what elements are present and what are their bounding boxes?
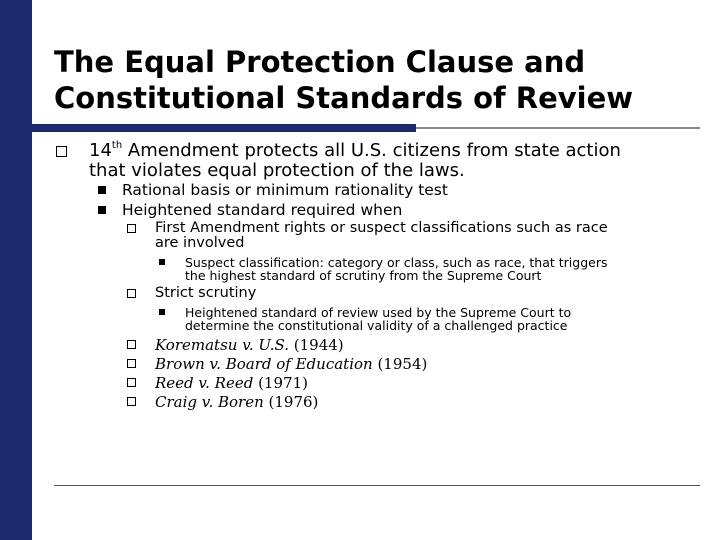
- amendment-number: 14: [89, 140, 112, 161]
- left-accent-bar: [0, 0, 32, 540]
- case-craig: [155, 393, 318, 411]
- amendment-ordinal: th: [111, 140, 123, 151]
- case-year: (1944): [288, 336, 344, 354]
- case-korematsu: [155, 336, 344, 354]
- strict-def-line2: determine the constitutional validity of a challenged practice: [185, 318, 568, 333]
- first-amendment-line1: First Amendment rights or suspect classifications such as race: [155, 220, 608, 236]
- case-reed: [155, 374, 308, 392]
- solid-square-bullet-icon: [98, 186, 106, 194]
- title-line-2: Constitutional Standards of Review: [54, 81, 634, 115]
- first-amendment-item: [155, 221, 608, 251]
- suspect-line1: Suspect classification: category or class, such as race, that triggers: [185, 255, 608, 270]
- title-line-1: The Equal Protection Clause and: [54, 45, 586, 79]
- solid-square-bullet-icon: [159, 259, 165, 265]
- solid-square-bullet-icon: [159, 309, 165, 315]
- bottom-rule: [54, 485, 700, 486]
- point-14th-amendment: [89, 141, 621, 181]
- case-brown: [155, 355, 427, 373]
- case-year: (1954): [372, 355, 428, 373]
- case-year: (1971): [253, 374, 308, 392]
- case-name: Korematsu v. U.S.: [155, 336, 289, 354]
- strict-scrutiny-item: Strict scrutiny: [155, 285, 257, 301]
- hollow-square-bullet-icon: [56, 146, 67, 157]
- hollow-square-bullet-icon: [127, 340, 136, 349]
- strict-scrutiny-definition: [185, 306, 571, 332]
- hollow-square-bullet-icon: [127, 378, 136, 387]
- rational-basis-item: Rational basis or minimum rationality test: [122, 181, 448, 199]
- hollow-square-bullet-icon: [127, 289, 136, 298]
- hollow-square-bullet-icon: [127, 224, 136, 233]
- suspect-classification-item: [185, 256, 607, 282]
- title-rule-accent: [32, 124, 416, 132]
- suspect-line2: the highest standard of scrutiny from the Supreme Court: [185, 268, 542, 283]
- title-rule-gray: [416, 127, 700, 129]
- solid-square-bullet-icon: [98, 206, 106, 214]
- hollow-square-bullet-icon: [127, 397, 136, 406]
- hollow-square-bullet-icon: [127, 359, 136, 368]
- point1-line1: Amendment protects all U.S. citizens from state action: [122, 140, 621, 161]
- case-year: (1976): [263, 393, 319, 411]
- slide-title: [54, 44, 704, 116]
- point1-line2: that violates equal protection of the laws.: [89, 160, 465, 181]
- first-amendment-line2: are involved: [155, 235, 245, 251]
- case-name: Craig v. Boren: [155, 393, 264, 411]
- case-name: Brown v. Board of Education: [155, 355, 373, 373]
- case-name: Reed v. Reed: [155, 374, 254, 392]
- strict-def-line1: Heightened standard of review used by the Supreme Court to: [185, 305, 572, 320]
- heightened-standard-item: Heightened standard required when: [122, 201, 403, 219]
